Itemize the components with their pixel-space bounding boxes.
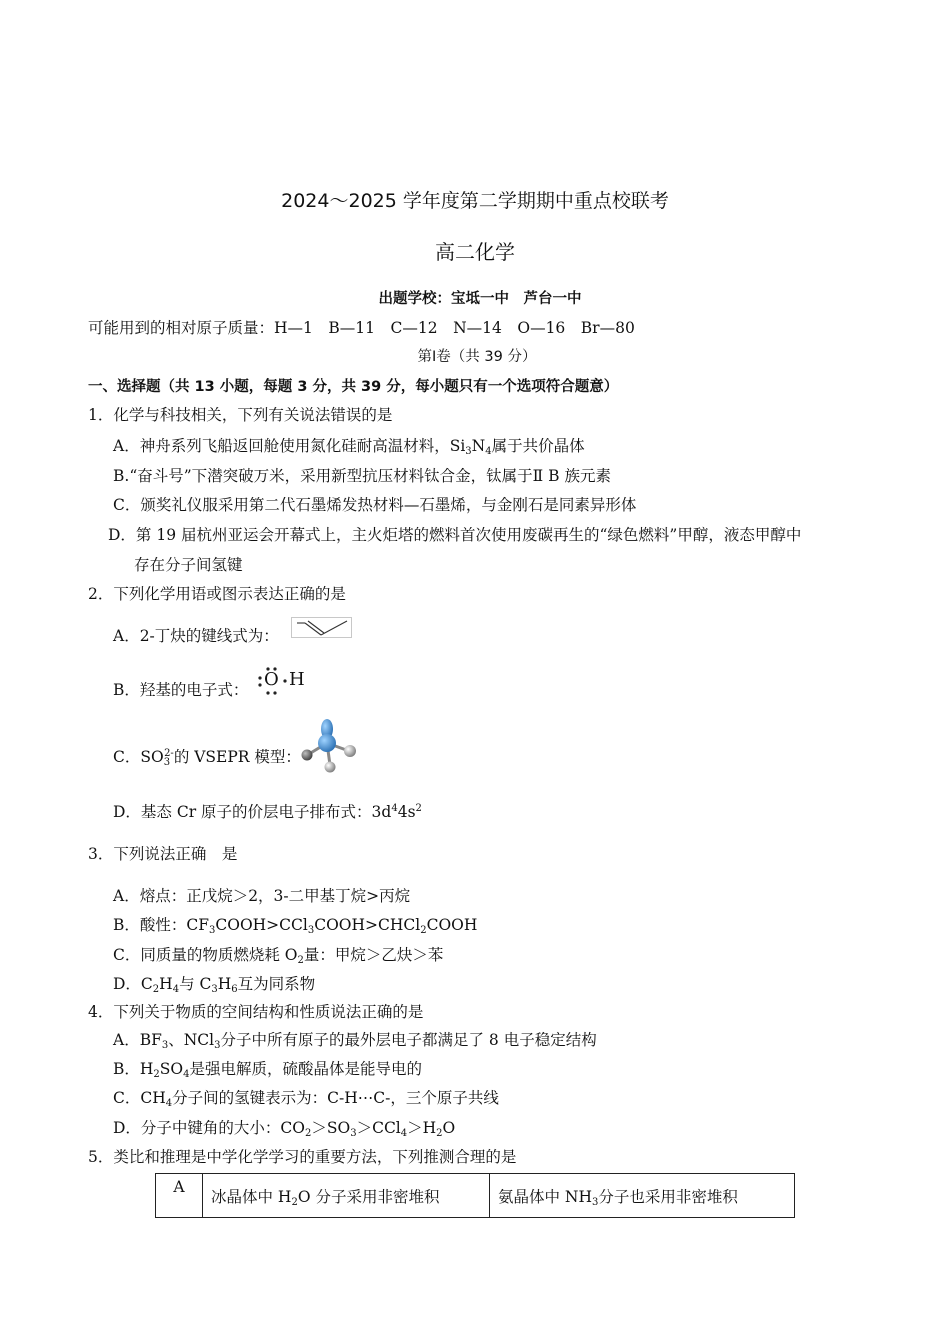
q2-option-a: A．2-丁炔的键线式为： — [113, 627, 279, 645]
q3-option-a: A．熔点：正戊烷＞2，3-二甲基丁烷>丙烷 — [113, 887, 411, 905]
q1-option-c: C．颁奖礼仪服采用第二代石墨烯发热材料—石墨烯，与金刚石是同素异形体 — [113, 496, 637, 514]
q4-option-a: A．$BF_3$、NCl$_3$分子中所有原子的最外层电子都满足了 8 电子稳定结构 — [113, 1031, 597, 1051]
q4-stem: 4．下列关于物质的空间结构和性质说法正确的是 — [88, 1003, 424, 1021]
q5-stem: 5．类比和推理是中学化学学习的重要方法，下列推测合理的是 — [88, 1148, 517, 1166]
vsepr-model-figure — [297, 716, 361, 774]
schools-line: 出题学校：宝坻一中 芦台一中 — [378, 291, 582, 307]
q4-option-d: D．分子中键角的大小：$CO_2>SO_3>CCl_4>H_2O$ — [113, 1119, 456, 1139]
hydrogen-symbol: H — [289, 669, 305, 690]
q5-col1: 冰晶体中 $H_2O$ 分子采用非密堆积 — [203, 1174, 490, 1218]
q4-option-b: B．$H_2SO_4$是强电解质，硫酸晶体是能导电的 — [113, 1060, 423, 1080]
q1-option-b: B.“奋斗号”下潜突破万米，采用新型抗压材料钛合金，钛属于Ⅱ B 族元素 — [113, 467, 611, 485]
q4-option-c: C．$CH_4$分子间的氢键表示为：C-H⋯C-，三个原子共线 — [113, 1089, 499, 1109]
q2-stem: 2．下列化学用语或图示表达正确的是 — [88, 585, 346, 603]
q2-option-c: C．$SO_3^{2-}$的 VSEPR 模型： — [113, 748, 301, 768]
q3-option-b: B．酸性：$CF_3COOH>CCl_3COOH>CHCl_2COOH$ — [113, 916, 478, 936]
exam-title: 2024～2025 学年度第二学期期中重点校联考 — [281, 190, 669, 212]
table-row — [156, 1174, 795, 1218]
q2-option-b: B．羟基的电子式： — [113, 681, 249, 699]
q5-table — [155, 1173, 795, 1218]
q1-option-d: D．第 19 届杭州亚运会开幕式上，主火炬塔的燃料首次使用废碳再生的“绿色燃料”甲醇，液态甲醇中 — [108, 526, 802, 544]
butyne-skeletal-figure — [291, 617, 353, 639]
q1-option-a: A．神舟系列飞船返回舱使用氮化硅耐高温材料，$Si_3N_4$属于共价晶体 — [113, 437, 585, 457]
subject-title: 高二化学 — [435, 240, 515, 264]
q2-option-d: D．基态 Cr 原子的价层电子排布式：$3d^44s^2$ — [113, 803, 422, 821]
oxygen-symbol: O — [264, 669, 279, 690]
hydroxyl-electron-dot-figure — [257, 664, 309, 698]
q5-col2: 氨晶体中 $NH_3$分子也采用非密堆积 — [490, 1174, 795, 1218]
q1-option-d-cont: 存在分子间氢键 — [134, 556, 243, 574]
section-heading: 一、选择题（共 13 小题，每题 3 分，共 39 分，每小题只有一个选项符合题意） — [88, 379, 619, 395]
q3-stem: 3．下列说法正确 是 — [88, 845, 238, 863]
q1-stem: 1．化学与科技相关，下列有关说法错误的是 — [88, 406, 393, 424]
volume-heading: 第Ⅰ卷（共 39 分） — [417, 349, 537, 365]
q5-row-key: A — [156, 1174, 203, 1218]
atomic-mass-line: 可能用到的相对原子质量：H—1 B—11 C—12 N—14 O—16 Br—80 — [88, 319, 635, 337]
q3-option-d: D．$C_2H_4$与 $C_3H_6$互为同系物 — [113, 975, 316, 995]
q3-option-c: C．同质量的物质燃烧耗 $O_2$量：甲烷＞乙炔＞苯 — [113, 946, 444, 966]
